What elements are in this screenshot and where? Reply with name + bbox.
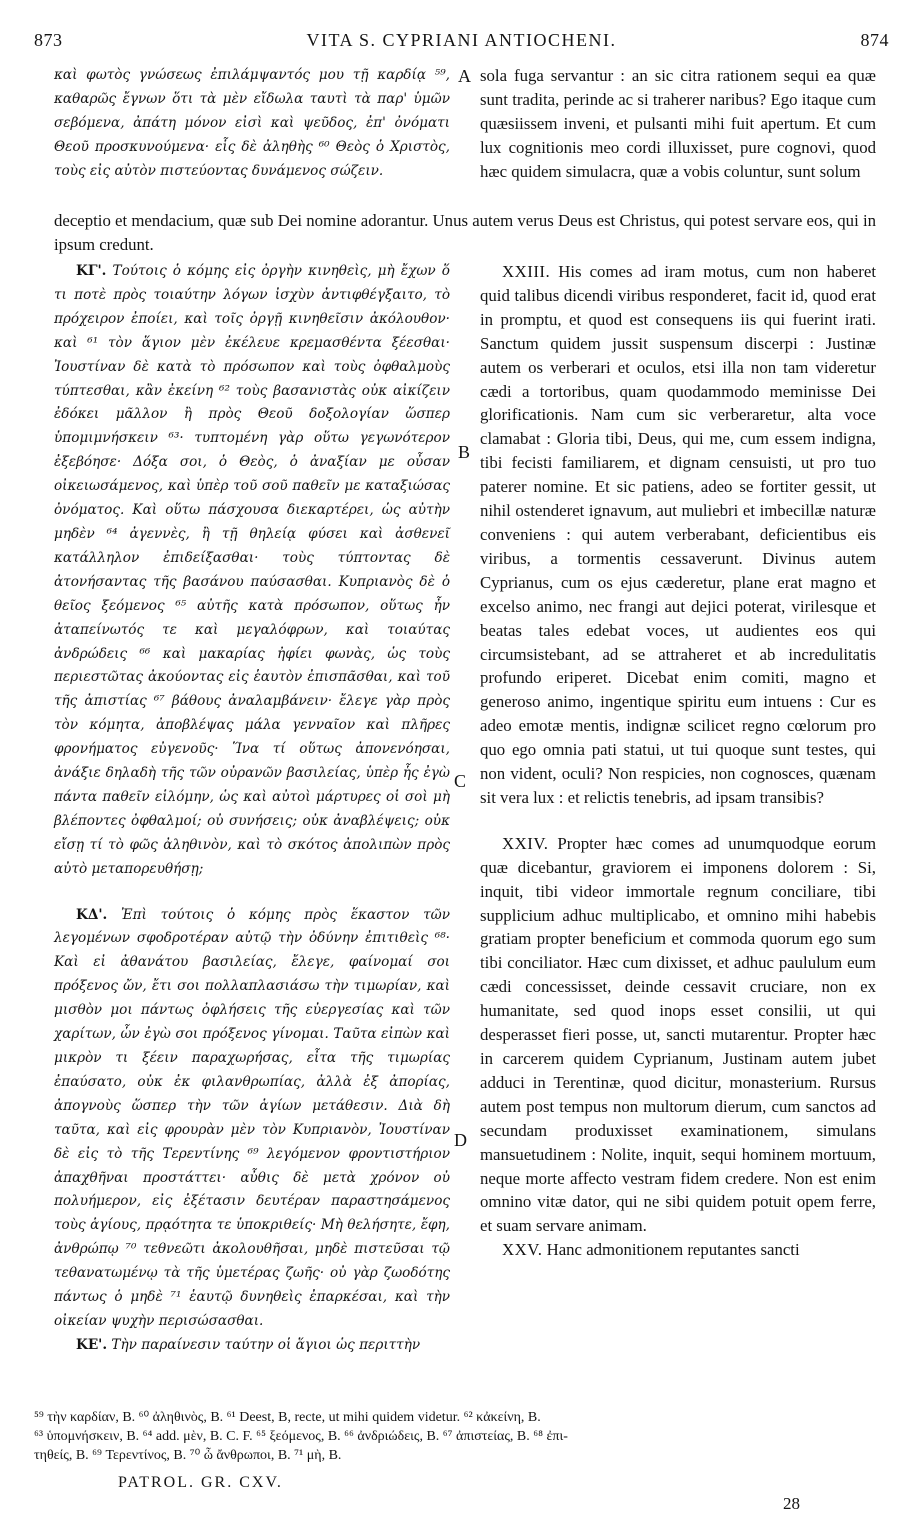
margin-marker-d: D [454,1130,467,1150]
series-line: PATROL. GR. CXV. [118,1474,283,1491]
section-text: Propter hæc comes ad unumquodque eorum quæ dicebantur, graviorem ei imponens dolorem : Si, inquit, tibi videor immortale regnum conciliare, tibi supplicium adhuc multiplicabo, et omnino mihi habebis gratiam propter beneficium et commoda quorum ego sum tibi conciliator. Hæc cum dixisset, et adhuc paululum eum cædi concessisset, deinde cessavit cruciare, non ex humanitate, sed quod inops esset consilii, ut qui desperasset fieri posse, ut, sancti mutarentur. Propter hæc in carcerem quidem Cyprianum, Justinam autem jubet adduci in Terentinæ, quod dicitur, monasterium. Rursus autem post tempus non multorum dierum, cum sanctos ad secundam produxisset examinationem, simulans mansuetudinem : Nolite, inquit, sequi hominem mortuum, neque morte affecto vestram fidem credere. Non est enim omnino vitæ dator, qui ne sibi quidem potuit opem ferre, et suam servare animam. [480,833,876,1236]
section-text: Τὴν παραίνεσιν ταύτην οἱ ἅγιοι ὡς περιττὴν [111,1336,421,1353]
greek-section-25 [54,1334,450,1358]
latin-section-xxv [480,1238,876,1262]
footnote-line: ⁶³ ὑπομνήσκειν, B. ⁶⁴ add. μὲν, B. C. F. ⁶⁵ ξεόμενος, B. ⁶⁶ ἀνδριώδεις, B. ⁶⁷ ἀπιστείας, B. ⁶⁸ ἐπι- [34,1429,568,1444]
footnote-line: τηθείς, B. ⁶⁹ Τερεντίνος, B. ⁷⁰ ὦ ἄνθρωποι, B. ⁷¹ μὴ, B. [34,1448,342,1463]
footnote-line: ⁵⁹ τὴν καρδίαν, B. ⁶⁰ ἀληθινὸς, B. ⁶¹ Deest, B, recte, ut mihi quidem videtur. ⁶² κἀκείνη, B. [34,1410,541,1425]
section-text: Hanc admonitionem reputantes sancti [546,1240,800,1260]
greek-section-23 [54,260,450,882]
signature-mark: 28 [783,1494,800,1513]
section-text: Τούτοις ὁ κόμης εἰς ὀργὴν κινηθεὶς, μὴ ἔχων ὅ τι ποτὲ πρὸς τοιαύτην λόγων ἰσχὺν ἀντιφθέγξαιτο, τὸ πρόχειρον ἐποίει, καὶ τοῖς ὀργῇ κινηθεῖσιν ἀκόλουθον· καὶ ⁶¹ τὸν ἅγιον μὲν ἐκέλευε κρεμασθέντα ξέεσθαι· Ἰουστίναν δὲ κατὰ τὸ πρόσωπον καὶ τοὺς ὀφθαλμοὺς τύπτεσθαι, κἂν ἐκείνη ⁶² τοὺς βασανιστὰς οὐκ αἰκίζειν ἐδόκει μᾶλλον ἢ πρὸς Θεοῦ δοξολογίαν ὥσπερ ὑπομιμνήσκειν ⁶³· τυπτομένη γὰρ οὕτω γεγωνότερον ἐξεβόησε· Δόξα σοι, ὁ Θεὸς, ὁ ἀναξίαν με οὖσαν οἰκειωσάμενος, καὶ ὑπὲρ τοῦ σοῦ παθεῖν με καταξιώσας ὀνόματος. Καὶ οὕτω πάσχουσα διεκαρτέρει, ὡς αὐτὴν μηδὲν ⁶⁴ ἀγεννὲς, ἢ τῇ θηλείᾳ φύσει καὶ ἀσθενεῖ κατάλληλον ἐπιδείξασθαι· τοὺς τύπτοντας δὲ ἀτονήσαντας τῆς βασάνου παύσασθαι. Κυπριανὸς δὲ ὁ θεῖος ξεόμενος ⁶⁵ αὐτῆς κατὰ πρόσωπον, οὕτως ἦν ἀταπείνωτός τε καὶ μεγαλόφρων, καὶ τοιαύτας ἀνδρώδεις ⁶⁶ καὶ μακαρίας ἠφίει φωνὰς, ὡς τοὺς περιεστῶτας ἀκούοντας εἰς ἑαυτὸν ἐπισπᾶσθαι, καὶ τοῦ τῆς ἀπιστίας ⁶⁷ βάθους ἀναλαμβάνειν· ἔλεγε γὰρ πρὸς τὸν κόμητα, ἀποβλέψας μάλα γενναῖον καὶ πλῆρες φρονήματος εὐγενοῦς· Ἵνα τί οὕτως ἀπονενόησαι, ἀνάξιε δηλαδὴ τῆς τῶν οὐρανῶν βασιλείας, ὑπὲρ ἧς ἐγὼ πάντα παθεῖν εἱλόμην, ὡς καὶ αὐτοὶ μάρτυρες οἱ σοὶ μὴ βλέποντες ὀφθαλμοί; οὐ συνήσεις; οὐκ ἀναβλέψεις; οὐκ εἴσῃ τί τὸ φῶς ἀληθινὸν, καὶ τὸ σκότος ἀπολιπὼν πρὸς αὐτὸ μεταπορευθήσῃ; [54,263,450,877]
page-header [34,30,889,56]
margin-marker-c: C [454,771,467,791]
greek-column-top [54,64,450,184]
section-number: ΚΕ'. [76,1336,108,1353]
latin-paragraph: sola fuga servantur : an sic citra rationem sequi ea quæ sunt tradita, perinde ac si traherer naribus? Ego itaque cum quæsiissem inveni, et pulsanti mihi fuit apertum. Et cum lux cognitionis meo cordi illuxisset, pure cognovi, quod hæc quidem simulacra, quæ a vobis coluntur, sunt solum [480,66,876,181]
latin-section-xxiii [480,260,876,810]
section-number: ΚΔ'. [76,906,108,923]
section-number: XXV. [502,1240,543,1260]
greek-column [54,260,450,1358]
latin-section-xxiv [480,832,876,1238]
page-number-left: 873 [34,30,63,50]
page-number-right: 874 [860,30,889,50]
margin-marker-b: B [458,442,471,462]
greek-section-24 [54,904,450,1334]
section-number: ΚΓ'. [76,263,107,279]
latin-column-top [480,64,876,184]
latin-column [480,260,876,1262]
footnotes [34,1408,893,1465]
latin-paragraph: deceptio et mendacium, quæ sub Dei nomine adorantur. Unus autem verus Deus est Christus, qui potest servare eos, qui in ipsum credunt. [54,211,876,254]
section-number: XXIII. [502,262,551,281]
section-text: His comes ad iram motus, cum non haberet quid talibus dicendi viribus responderet, facit id, quod erat in promptu, et quod est consequens iis qui fuerint irati. Sanctum quidem jussit suspensum discerpi : Justinæ autem os verberari et oculos, etsi illa non tam videretur cædi a tortoribus, quam quodammodo meminisse Dei glorificationis. Nam cum sic verberaretur, alta voce clamabat : Gloria tibi, Deus, qui me, cum essem indigna, tibi fecisti familiarem, et dignam censuisti, ut pro tuo paterer nomine. Et sic patiens, adeo se fortiter gessit, ut nihil ostenderet ignavum, aut muliebri et imbecillæ naturæ conveniens : qui autem verberabant, deficientibus eis viribus, a tormentis cessaverunt. Divinus autem Cyprianus, cum os ejus cæderetur, plane erat magno et excelso animo, nec frangi aut dejici poterat, virilesque et beatas tales edebat voces, ut audientes eos qui circumsistebant, ad se attraheret et ab incredulitatis profundo eriperet. Dicebat enim comiti, magno et generoso animo, ingentique spiritu eum intuens : Cur es adeo emotæ mentis, indignæ scilicet regno cœlorum pro quo ego omnia pati statui, ut tui quoque sunt testes, qui non vident, oculi? Non respicies, non cognosces, quænam sit vera lux : et relictis tenebris, ad ipsam transibis? [480,262,876,807]
latin-full-width-line [54,209,876,257]
section-text: Ἐπὶ τούτοις ὁ κόμης πρὸς ἕκαστον τῶν λεγομένων σφοδροτέραν αὐτῷ τὴν ὀδύνην ἐπιτιθεὶς ⁶⁸· Καὶ εἰ ἀθανάτου βασιλείας, ἔλεγε, φαίνομαί σοι πρόξενος ὤν, ἔτι σοι πολλαπλασιάσω τὴν τιμωρίαν, καὶ μισθὸν μοι πάντως ὀφλήσεις τῆς εὐεργεσίας καὶ τῶν χαρίτων, ὧν ἐγὼ σοι πρόξενος γίνομαι. Ταῦτα εἰπὼν καὶ μικρὸν τι ξέειν παραχωρήσας, εἶτα τῆς τιμωρίας ἐπαύσατο, οὐκ ἐκ φιλανθρωπίας, ἀλλὰ ἐξ ἀπορίας, ἀπογνοὺς ὥσπερ τὴν τῶν ἁγίων μετάθεσιν. Διὰ δὴ ταῦτα, καὶ εἰς φρουρὰν μὲν τὸν Κυπριανὸν, Ἰουστίναν δὲ εἰς τὸ τῆς Τερεντίνης ⁶⁹ λεγόμενον φροντιστήριον ἀπαχθῆναι προστάττει· αὖθις δὲ μετὰ χρόνον οὐ πολυήμερον, εἰς ἐξέτασιν δευτέραν παραστησάμενος τοὺς ἁγίους, πρᾳότητα τε ὑποκριθείς· Μὴ θελήσητε, ἔφη, ἀνθρώπῳ ⁷⁰ τεθνεῶτι ἀκολουθῆσαι, μηδὲ πιστεῦσαι τῷ τεθανατωμένῳ τὰ τῆς ὑμετέρας ζωῆς· οὐ γὰρ ζωοδότης πάντως ὁ μηδὲ ⁷¹ ἑαυτῷ δυνηθεὶς ἐπαρκέσαι, καὶ τὴν οἰκείαν ψυχὴν περισώσασθαι. [54,906,450,1329]
section-number: XXIV. [502,833,549,853]
margin-marker-a: A [458,66,471,86]
running-title: VITA S. CYPRIANI ANTIOCHENI. [306,30,617,50]
greek-paragraph: καὶ φωτὸς γνώσεως ἐπιλάμψαντός μου τῇ καρδίᾳ ⁵⁹, καθαρῶς ἔγνων ὅτι τὰ μὲν εἴδωλα ταυτὶ τὰ παρ' ὑμῶν σεβόμενα, ἀπάτη μόνον εἰσὶ καὶ ψεῦδος, ἐπ' ὀνόματι Θεοῦ προσκυνούμενα· εἷς δὲ ἀληθὴς ⁶⁰ Θεὸς ὁ Χριστὸς, τοὺς εἰς αὐτὸν πιστεύοντας δυνάμενος σώζειν. [54,67,450,179]
